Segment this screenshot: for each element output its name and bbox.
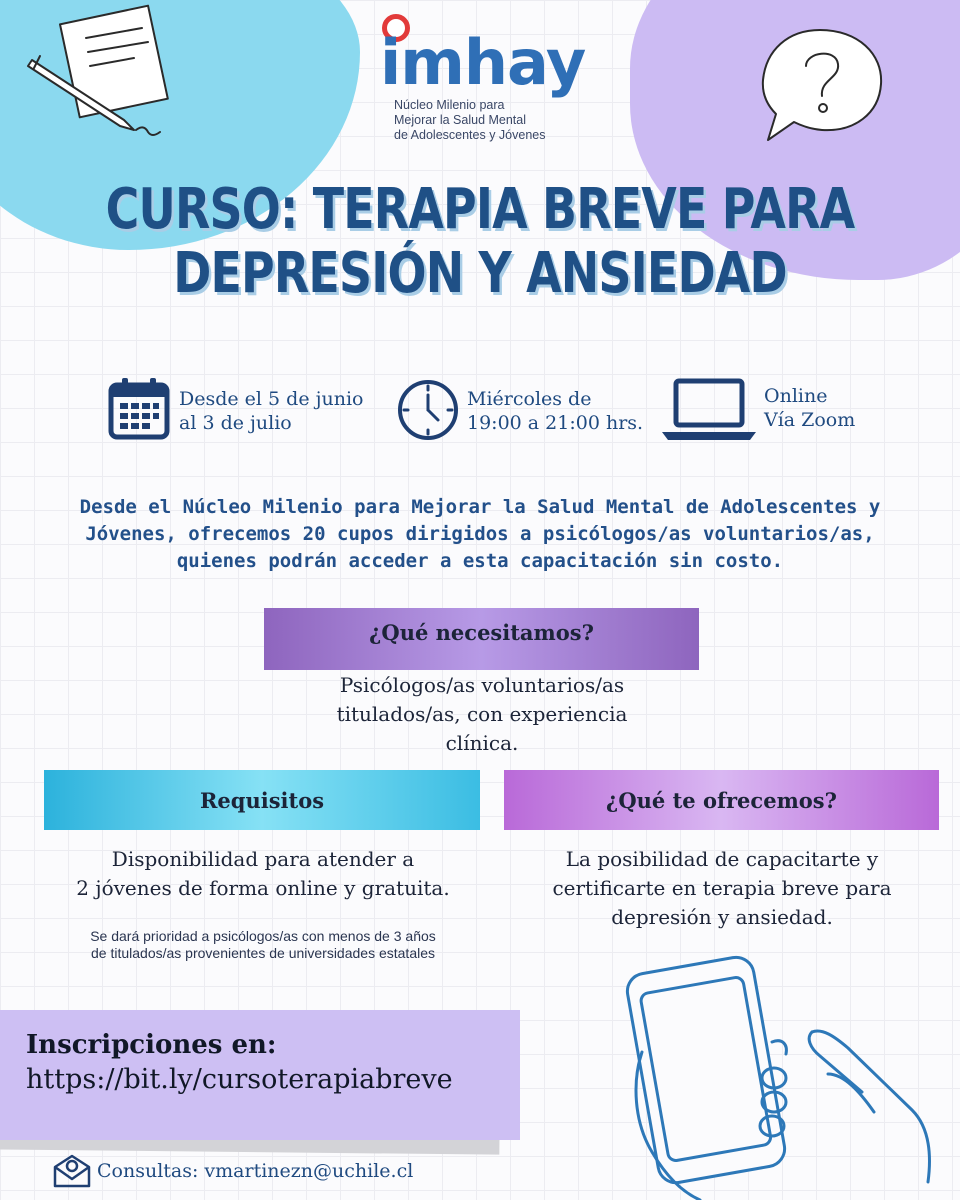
calendar-icon <box>108 377 170 441</box>
offer-heading: ¿Qué te ofrecemos? <box>606 787 837 813</box>
requirements-text <box>40 845 486 903</box>
need-line: clínica. <box>445 731 519 755</box>
priority-note-line: de titulados/as provenientes de universidades estatales <box>91 945 435 961</box>
priority-note-line: Se dará prioridad a psicólogos/as con menos de 3 años <box>90 928 436 944</box>
offer-line: La posibilidad de capacitarte y <box>565 847 879 871</box>
phone-hand-icon <box>612 942 942 1200</box>
need-text <box>282 671 682 758</box>
need-heading-band <box>264 608 699 670</box>
offer-heading-band <box>504 770 939 830</box>
notepad-pencil-icon <box>24 2 174 142</box>
inscription-link[interactable]: https://bit.ly/cursoterapiabreve <box>26 1064 453 1095</box>
contact-email[interactable]: Consultas: vmartinezn@uchile.cl <box>97 1160 414 1182</box>
dates-line: al 3 de julio <box>179 412 292 434</box>
description-line: Jóvenes, ofrecemos 20 cupos dirigidos a psicólogos/as voluntarios/as, <box>85 523 875 545</box>
envelope-icon <box>52 1153 92 1189</box>
offer-line: depresión y ansiedad. <box>611 905 833 929</box>
course-title-line: CURSO: TERAPIA BREVE PARA <box>105 177 855 242</box>
laptop-icon <box>660 378 758 444</box>
offer-line: certificarte en terapia breve para <box>552 876 892 900</box>
schedule-line: Miércoles de <box>467 388 592 410</box>
course-description <box>60 494 900 575</box>
logo-subtitle-line: de Adolescentes y Jóvenes <box>394 127 546 142</box>
dates-text <box>179 387 364 435</box>
inscription-label: Inscripciones en: <box>26 1030 277 1060</box>
schedule-text <box>467 387 643 435</box>
schedule-line: 19:00 a 21:00 hrs. <box>467 412 644 434</box>
course-title <box>86 178 873 306</box>
requirements-line: 2 jóvenes de forma online y gratuita. <box>76 876 450 900</box>
mode-line: Vía Zoom <box>764 409 856 431</box>
mode-line: Online <box>764 385 828 407</box>
logo-subtitle <box>394 98 594 142</box>
priority-note <box>40 928 486 962</box>
requirements-line: Disponibilidad para atender a <box>111 847 415 871</box>
requirements-heading: Requisitos <box>199 787 325 813</box>
imhay-logo <box>378 14 588 144</box>
question-bubble-icon <box>758 22 888 147</box>
clock-icon <box>396 378 460 442</box>
offer-text <box>502 845 942 932</box>
need-line: titulados/as, con experiencia <box>336 702 628 726</box>
description-line: quienes podrán acceder a esta capacitación sin costo. <box>176 550 784 572</box>
mode-text <box>764 384 855 432</box>
description-line: Desde el Núcleo Milenio para Mejorar la Salud Mental de Adolescentes y <box>79 496 881 518</box>
requirements-heading-band <box>44 770 480 830</box>
logo-wordmark: imhay <box>380 26 586 99</box>
logo-subtitle-line: Mejorar la Salud Mental <box>394 112 527 127</box>
dates-line: Desde el 5 de junio <box>179 388 364 410</box>
need-line: Psicólogos/as voluntarios/as <box>339 673 625 697</box>
logo-subtitle-line: Núcleo Milenio para <box>394 98 505 112</box>
need-heading: ¿Qué necesitamos? <box>369 620 594 645</box>
course-title-line: DEPRESIÓN Y ANSIEDAD <box>173 241 787 306</box>
